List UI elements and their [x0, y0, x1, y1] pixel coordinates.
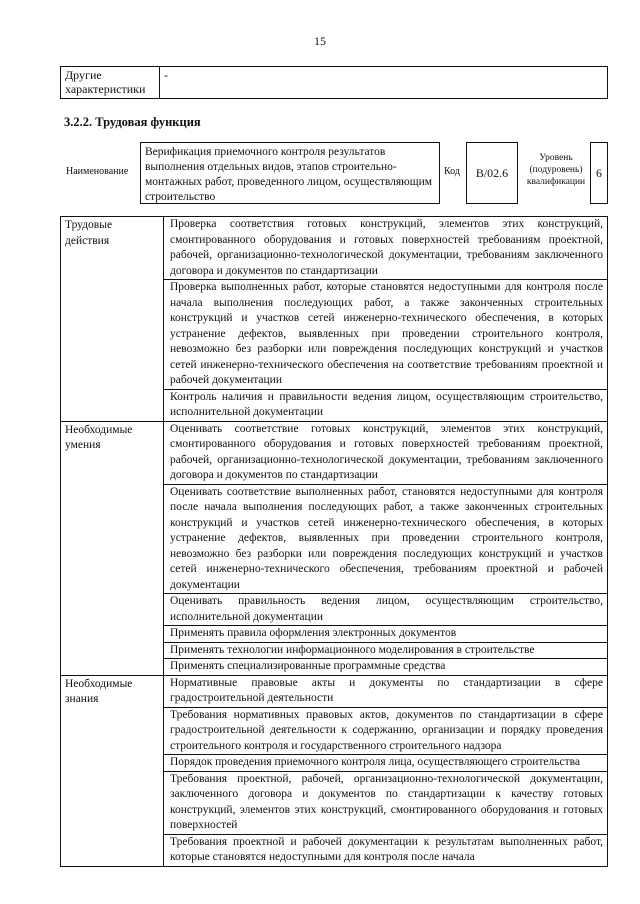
section-item: Оценивать правильность ведения лицом, осуществляющим строительство, исполнительной документации	[164, 594, 608, 626]
table-row	[61, 675, 608, 707]
other-characteristics-table	[60, 66, 608, 99]
other-characteristics-label: Другие характеристики	[61, 67, 160, 99]
section-item: Порядок проведения приемочного контроля лица, осуществляющего строительства	[164, 755, 608, 772]
section-item: Проверка соответствия готовых конструкций, элементов этих конструкций, смонтированного оборудования и готовых поверхностей требованиям проектной, рабочей, организационно-технологической документации, требованиям заключенного договора и документов по стандартизации	[164, 217, 608, 280]
section-category: Необходимые умения	[61, 421, 164, 675]
labor-function-table	[60, 216, 608, 867]
section-item: Требования проектной и рабочей документации к результатам выполненных работ, которые становятся недоступными для контроля после начала	[164, 834, 608, 866]
section-item: Применять технологии информационного моделирования в строительстве	[164, 642, 608, 659]
function-header	[60, 140, 608, 206]
section-item: Применять правила оформления электронных документов	[164, 626, 608, 643]
section-item: Проверка выполненных работ, которые становятся недоступными для контроля после начала выполнения последующих работ, а также законченных строительных конструкций и участков сетей инженерно-технического обеспечения, в которых устранение дефектов, выявленных при проведении строительного контроля, невозможно без разборки или повреждения последующих конструкций и участков сетей инженерно-технического обеспечения на соответствие требованиям проектной и рабочей документации	[164, 280, 608, 390]
table-row	[61, 217, 608, 280]
section-title: 3.2.2. Трудовая функция	[64, 115, 201, 129]
section-category: Необходимые знания	[61, 675, 164, 866]
qualification-level: 6	[590, 142, 608, 204]
function-code-label: Код	[444, 166, 460, 177]
other-characteristics-value: -	[160, 67, 608, 99]
qualification-level-label: Уровень (подуровень) квалификации	[526, 153, 586, 187]
page-number: 15	[314, 34, 326, 48]
section-item: Требования нормативных правовых актов, документов по стандартизации в сфере градостроительной деятельности к содержанию, организации и порядку проведения строительного контроля и государственного строительного надзора	[164, 707, 608, 755]
section-item: Оценивать соответствие готовых конструкций, элементов этих конструкций, смонтированного оборудования и готовых поверхностей требованиям проектной, рабочей, организационно-технологической документации, требованиям заключенного договора и документов по стандартизации	[164, 421, 608, 484]
function-name-label: Наименование	[66, 166, 129, 177]
function-code: B/02.6	[466, 142, 518, 204]
section-item: Требования проектной, рабочей, организационно-технологической документации, заключенного договора и документов по стандартизации к качеству готовых конструкций, элементов этих конструкций, смонтированного оборудования и готовых поверхностей	[164, 771, 608, 834]
function-name: Верификация приемочного контроля результатов выполнения отдельных видов, этапов строительно-монтажных работ, проведенного лицом, осуществляющим строительство	[140, 142, 440, 204]
section-item: Нормативные правовые акты и документы по стандартизации в сфере градостроительной деятельности	[164, 675, 608, 707]
section-item: Оценивать соответствие выполненных работ, становятся недоступными для контроля после начала выполнения последующих работ, а также законченных строительных конструкций и участков сетей инженерно-технического обеспечения, в которых устранение дефектов, выявленных при проведении строительного контроля, невозможно без разборки или повреждения последующих конструкций и участков сетей инженерно-технического обеспечения, требованиям проектной и рабочей документации	[164, 484, 608, 594]
table-row	[61, 421, 608, 484]
section-item: Применять специализированные программные средства	[164, 659, 608, 676]
section-item: Контроль наличия и правильности ведения лицом, осуществляющим строительство, исполнительной документации	[164, 389, 608, 421]
section-category: Трудовые действия	[61, 217, 164, 422]
